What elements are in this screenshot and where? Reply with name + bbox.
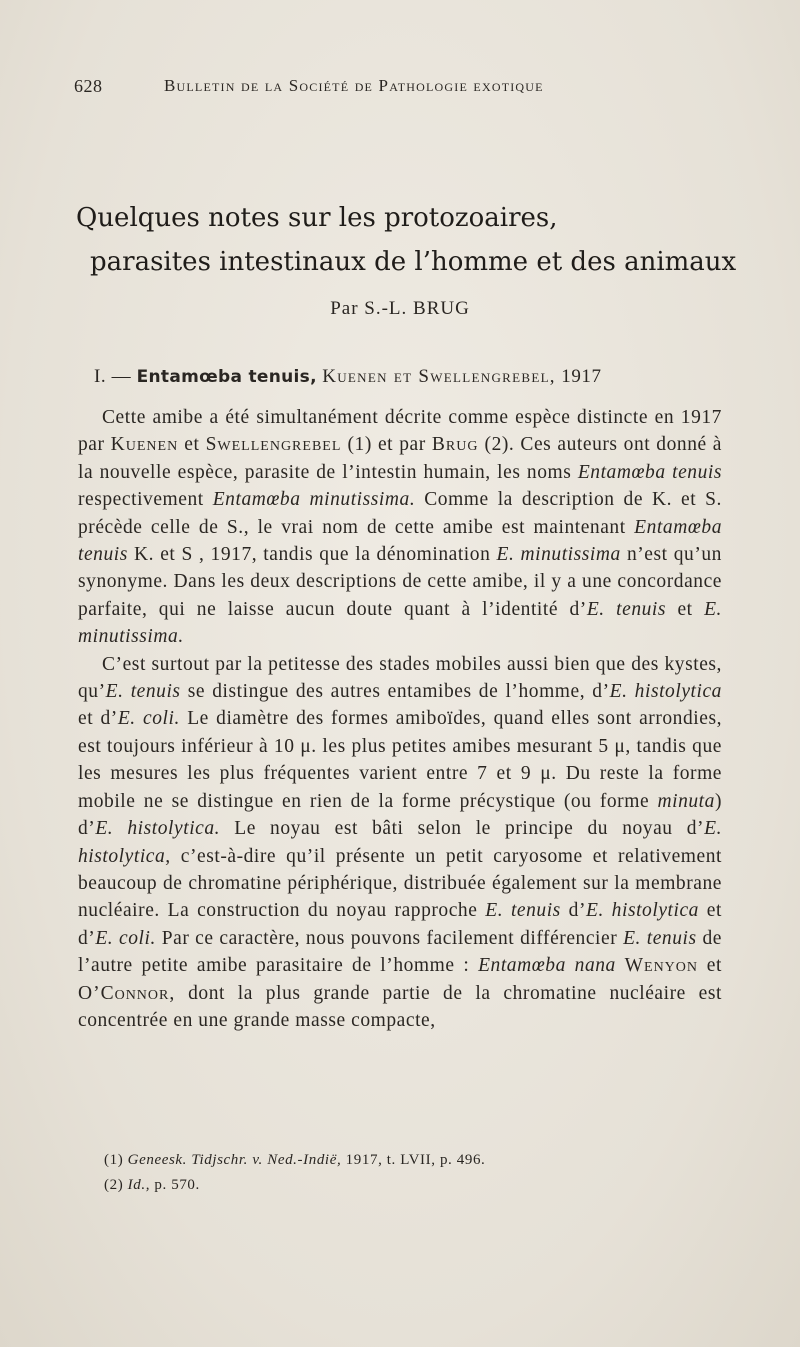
footnote-number: (2) [104,1177,124,1193]
text-run: C’est surtout par la petitesse des stades mobiles aussi bien que des kystes, qu’ [78,653,722,703]
section-year: 1917 [561,366,602,387]
footnotes [104,1148,724,1198]
species-name: E. tenuis [586,598,667,620]
section-heading [94,366,734,388]
species-name: Entamœba tenuis [577,461,722,483]
article-title [60,196,740,284]
text-run: K. et S , 1917, tandis que la dénomination [134,544,491,566]
author-name: Kuenen [110,434,179,456]
species-name: E. histolytica [609,681,722,703]
text-run: et [184,434,200,456]
species-name: E. tenuis [105,681,181,703]
section-species: Entamœba tenuis, [136,367,317,387]
page-header [74,76,734,100]
text-run: et [706,955,722,977]
species-name: E. tenuis [623,927,697,949]
species-name: E. coli. [95,927,156,949]
species-name: Entamœba nana [478,955,616,977]
text-run: de l’autre petite amibe parasitaire de l’homme : [78,927,722,977]
footnote-journal: Id., [127,1177,151,1193]
species-name: Entamœba minutissima. [212,489,416,511]
species-name: E. histolytica. [95,818,221,840]
text-run: Par ce caractère, nous pouvons facilement différencier [161,927,618,949]
text-run: se distingue des autres entamibes de l’homme, d’ [187,681,610,703]
text-run: et [677,598,693,620]
article-author: Par S.-L. BRUG [330,298,470,319]
text-run: respectivement [78,489,204,511]
species-name: E. minutissima [496,544,621,566]
text-run: (1) et par [347,434,426,456]
section-authority: Kuenen et Swellengrebel, [322,366,556,387]
text-run: (2). Ces auteurs ont donné à la nouvelle espèce, parasite de l’intestin humain, les noms [78,434,722,483]
text-run: ) d’ [78,790,722,840]
text-run: Cette amibe a été simultanément décrite comme espèce distincte en 1917 par [78,407,722,456]
author-name: Swellengrebel [205,434,342,456]
section-numeral: I. — [94,366,132,387]
footnote-2 [104,1173,724,1198]
author-name: O’Connor, [78,982,176,1004]
text-run: dont la plus grande partie de la chromatine nucléaire est concentrée en une grande masse compacte, [78,982,722,1031]
footnote-citation: p. 570. [154,1177,200,1193]
page-number: 628 [74,76,103,96]
species-name: E. coli. [117,708,180,730]
species-name: E. histolytica, [78,818,722,867]
paragraph-2 [78,651,722,1035]
article-title-line-2: parasites intestinaux de l’homme et des animaux [90,247,737,277]
footnote-number: (1) [104,1152,124,1168]
article-body [78,404,722,1034]
species-name: E. tenuis [485,900,561,922]
text-run: et d’ [78,708,118,730]
species-name: minuta [657,790,715,812]
article-title-line-1: Quelques notes sur les protozoaires, [76,203,558,233]
species-name: E. histolytica [585,900,699,922]
text-run: Le diamètre des formes amiboïdes, quand elles sont arrondies, est toujours inférieur à 10 μ. les plus petites amibes mesurant 5 μ, tandis que les mesures les plus fréquentes varient entre 7 et 9 μ. Du reste la forme mobile ne se distingue en rien de la forme précystique (ou forme [78,708,723,812]
species-name: E. minutissima. [78,598,722,648]
footnote-citation: 1917, t. LVII, p. 496. [345,1152,486,1168]
running-head: Bulletin de la Société de Pathologie exotique [164,76,544,95]
text-run: Comme la description de K. et S. précède celle de S., le vrai nom de cette amibe est maintenant [78,489,722,538]
footnote-1 [104,1148,724,1173]
text-run: n’est qu’un synonyme. Dans les deux descriptions de cette amibe, il y a une concordance parfaite, qui ne laisse aucun doute quant à l’identité d’ [78,544,722,620]
author-name: Wenyon [624,955,699,977]
text-run: c’est-à-dire qu’il présente un petit caryosome et relativement beaucoup de chromatine périphérique, distribuée également sur la membrane nucléaire. La construction du noyau rapproche [78,845,722,922]
text-run: Le noyau est bâti selon le principe du noyau d’ [234,818,705,840]
author-name: Brug [431,434,479,456]
footnote-journal: Geneesk. Tidjschr. v. Ned.-Indië, [127,1152,342,1168]
text-run: et d’ [78,900,722,949]
paragraph-1 [78,404,722,651]
species-name: Entamœba tenuis [78,516,722,566]
text-run: d’ [568,900,586,922]
